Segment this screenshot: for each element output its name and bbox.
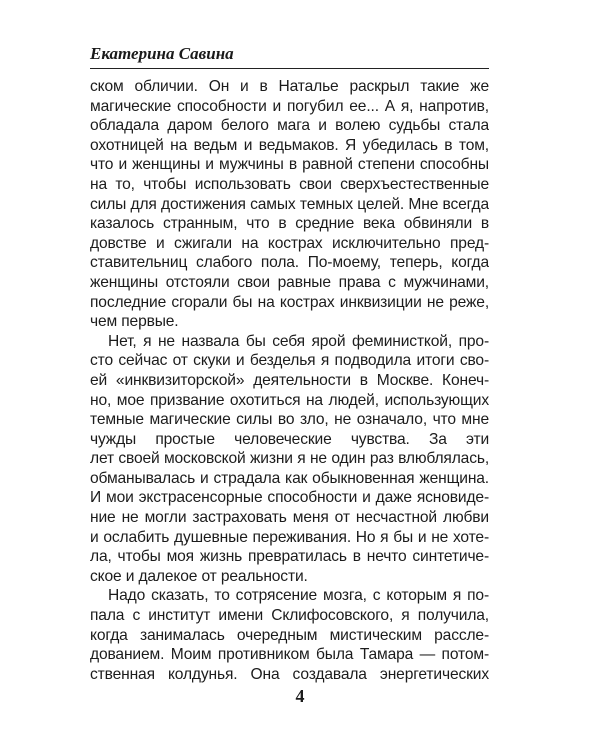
text-line: и ослабить душевные переживания. Но я бы и не хоте-	[90, 528, 489, 546]
text-line: обманывалась и страдала как обыкновенная женщина.	[90, 469, 489, 487]
text-line: дованием. Моим противником была Тамара — потом-	[90, 646, 489, 664]
header-rule	[90, 68, 489, 69]
paragraph	[90, 332, 489, 587]
text-line: когда занималась очередным мистическим рассле-	[90, 626, 489, 644]
text-line: ское и далекое от реальности.	[90, 567, 308, 585]
text-line: на то, чтобы использовать свои сверхъестественные	[90, 175, 489, 193]
text-line: ей «инквизиторской» деятельности в Москве. Конеч-	[90, 371, 489, 389]
text-line: ние не могли застраховать меня от несчастной любви	[90, 509, 489, 527]
page-number: 4	[295, 686, 305, 706]
text-line: охотницей на ведьм и ведьмаков. Я убедилась в том,	[90, 136, 489, 154]
text-line: И мои экстрасенсорные способности и даже ясновиде-	[90, 489, 489, 507]
text-line: Нет, я не назвала бы себя ярой феминисткой, про-	[108, 332, 489, 350]
text-line: силы для достижения самых темных целей. Мне всегда	[90, 195, 489, 213]
body-text	[90, 77, 489, 684]
text-line: но, мое призвание охотиться на людей, использующих	[90, 391, 489, 409]
text-line: лет своей московской жизни я не один раз влюблялась,	[90, 450, 489, 468]
paragraph	[90, 77, 489, 332]
text-line: чужды простые человеческие чувства. За эти	[90, 430, 489, 448]
text-line: последние сгорали бы на кострах инквизиции не реже,	[90, 293, 489, 311]
text-line: чем первые.	[90, 313, 179, 331]
text-line: темные магические силы во зло, не означало, что мне	[90, 411, 489, 429]
running-head-author: Екатерина Савина	[90, 44, 234, 63]
paragraph	[90, 586, 489, 684]
text-line: магические способности и погубил ее... А я, напротив,	[90, 97, 489, 115]
text-line: довстве и сжигали на кострах исключительно пред-	[90, 234, 489, 252]
text-line: что и женщины и мужчины в равной степени способны	[90, 156, 489, 174]
text-line: пала с институт имени Склифосовского, я получила,	[90, 607, 489, 625]
text-line: женщины отстояли свои равные права с мужчинами,	[90, 273, 489, 291]
text-line: казалось странным, что в средние века обвиняли в	[90, 215, 489, 233]
text-line: ском обличии. Он и в Наталье раскрыл такие же	[90, 78, 489, 95]
text-line: Надо сказать, то сотрясение мозга, с которым я по-	[108, 587, 489, 605]
text-line: обладала даром белого мага и волею судьбы стала	[90, 117, 489, 135]
text-line: ственная колдунья. Она создавала энергетических	[90, 665, 489, 683]
text-line: ла, чтобы моя жизнь превратилась в нечто синтетиче-	[90, 548, 489, 566]
text-line: сто сейчас от скуки и безделья я подводила итоги сво-	[90, 352, 489, 370]
text-line: ставительниц слабого пола. По-моему, теперь, когда	[90, 254, 489, 272]
